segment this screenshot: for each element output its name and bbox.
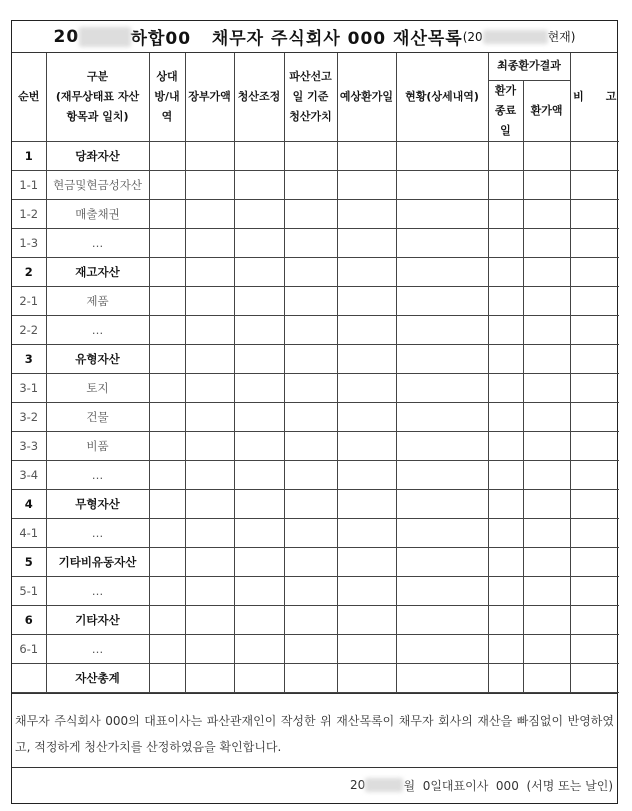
cell-completion-date[interactable]: [488, 518, 523, 547]
cell-completion-date[interactable]: [488, 431, 523, 460]
redacted-sign-date: [365, 778, 403, 792]
row-no: 6-1: [12, 634, 46, 663]
cell-book-value[interactable]: [185, 315, 234, 344]
cell-expected-date[interactable]: [337, 344, 396, 373]
cell-counterparty[interactable]: [149, 460, 185, 489]
cell-expected-date[interactable]: [337, 373, 396, 402]
cell-completion-date[interactable]: [488, 257, 523, 286]
cell-amount[interactable]: [523, 315, 570, 344]
cell-counterparty[interactable]: [149, 286, 185, 315]
cell-expected-date[interactable]: [337, 141, 396, 170]
cell-book-value[interactable]: [185, 431, 234, 460]
cell-completion-date[interactable]: [488, 228, 523, 257]
row-no: 5: [12, 547, 46, 576]
cell-liquidation-adjustment[interactable]: [234, 402, 284, 431]
row-category: 재고자산: [46, 257, 149, 286]
row-category: 당좌자산: [46, 141, 149, 170]
cell-liquidation-adjustment[interactable]: [234, 663, 284, 692]
row-no: [12, 663, 46, 692]
table-row: [12, 634, 619, 663]
cell-liquidation-adjustment[interactable]: [234, 634, 284, 663]
cell-status[interactable]: [396, 605, 488, 634]
cell-amount[interactable]: [523, 576, 570, 605]
cell-liquidation-value[interactable]: [284, 460, 337, 489]
cell-liquidation-value[interactable]: [284, 228, 337, 257]
cell-status[interactable]: [396, 518, 488, 547]
row-category: …: [46, 634, 149, 663]
row-category: 현금및현금성자산: [46, 170, 149, 199]
cell-amount[interactable]: [523, 402, 570, 431]
cell-liquidation-value[interactable]: [284, 576, 337, 605]
cell-completion-date[interactable]: [488, 170, 523, 199]
cell-book-value[interactable]: [185, 605, 234, 634]
table-row: [12, 402, 619, 431]
row-no: 4-1: [12, 518, 46, 547]
cell-book-value[interactable]: [185, 199, 234, 228]
cell-counterparty[interactable]: [149, 199, 185, 228]
cell-expected-date[interactable]: [337, 576, 396, 605]
cell-remarks[interactable]: [570, 402, 619, 431]
cell-amount[interactable]: [523, 518, 570, 547]
cell-counterparty[interactable]: [149, 315, 185, 344]
cell-counterparty[interactable]: [149, 576, 185, 605]
row-category: …: [46, 228, 149, 257]
cell-liquidation-adjustment[interactable]: [234, 547, 284, 576]
cell-liquidation-adjustment[interactable]: [234, 315, 284, 344]
cell-expected-date[interactable]: [337, 199, 396, 228]
row-category: 기타자산: [46, 605, 149, 634]
cell-expected-date[interactable]: [337, 460, 396, 489]
row-category: 비품: [46, 431, 149, 460]
cell-status[interactable]: [396, 286, 488, 315]
cell-book-value[interactable]: [185, 373, 234, 402]
row-no: 3-3: [12, 431, 46, 460]
cell-completion-date[interactable]: [488, 663, 523, 692]
cell-remarks[interactable]: [570, 315, 619, 344]
cell-book-value[interactable]: [185, 489, 234, 518]
header-amount: 환가액: [523, 80, 570, 141]
cell-liquidation-adjustment[interactable]: [234, 228, 284, 257]
cell-amount[interactable]: [523, 605, 570, 634]
cell-counterparty[interactable]: [149, 402, 185, 431]
cell-remarks[interactable]: [570, 634, 619, 663]
table-section-row: [12, 141, 619, 170]
cell-completion-date[interactable]: [488, 605, 523, 634]
cell-status[interactable]: [396, 257, 488, 286]
cell-liquidation-adjustment[interactable]: [234, 257, 284, 286]
cell-liquidation-value[interactable]: [284, 402, 337, 431]
row-no: 1: [12, 141, 46, 170]
table-row: [12, 460, 619, 489]
cell-liquidation-value[interactable]: [284, 286, 337, 315]
cell-amount[interactable]: [523, 663, 570, 692]
cell-liquidation-value[interactable]: [284, 199, 337, 228]
cell-book-value[interactable]: [185, 257, 234, 286]
table-row: [12, 431, 619, 460]
cell-liquidation-adjustment[interactable]: [234, 576, 284, 605]
cell-book-value[interactable]: [185, 547, 234, 576]
redacted-year: [79, 27, 130, 47]
cell-status[interactable]: [396, 141, 488, 170]
cell-expected-date[interactable]: [337, 547, 396, 576]
cell-book-value[interactable]: [185, 141, 234, 170]
cell-amount[interactable]: [523, 170, 570, 199]
row-category: 토지: [46, 373, 149, 402]
confirmation-statement: 채무자 주식회사 000의 대표이사는 파산관재인이 작성한 위 재산목록이 채무자 회사의 재산을 빠짐없이 반영하였고, 적정하게 청산가치를 산정하였음을 확인합니다.: [12, 693, 617, 767]
cell-liquidation-value[interactable]: [284, 373, 337, 402]
cell-status[interactable]: [396, 634, 488, 663]
cell-remarks[interactable]: [570, 547, 619, 576]
cell-remarks[interactable]: [570, 257, 619, 286]
cell-counterparty[interactable]: [149, 344, 185, 373]
cell-liquidation-value[interactable]: [284, 257, 337, 286]
row-category: 자산총계: [46, 663, 149, 692]
row-category: 기타비유동자산: [46, 547, 149, 576]
table-section-row: [12, 344, 619, 373]
cell-amount[interactable]: [523, 547, 570, 576]
table-row: [12, 286, 619, 315]
cell-liquidation-adjustment[interactable]: [234, 518, 284, 547]
cell-status[interactable]: [396, 663, 488, 692]
cell-book-value[interactable]: [185, 170, 234, 199]
cell-liquidation-value[interactable]: [284, 605, 337, 634]
row-category: …: [46, 576, 149, 605]
cell-book-value[interactable]: [185, 634, 234, 663]
cell-liquidation-adjustment[interactable]: [234, 460, 284, 489]
header-book-value: 장부가액: [185, 53, 234, 141]
cell-remarks[interactable]: [570, 489, 619, 518]
cell-expected-date[interactable]: [337, 315, 396, 344]
cell-liquidation-value[interactable]: [284, 344, 337, 373]
row-no: 2: [12, 257, 46, 286]
cell-book-value[interactable]: [185, 286, 234, 315]
cell-remarks[interactable]: [570, 141, 619, 170]
row-category: 매출채권: [46, 199, 149, 228]
cell-counterparty[interactable]: [149, 605, 185, 634]
row-no: 1-1: [12, 170, 46, 199]
cell-completion-date[interactable]: [488, 141, 523, 170]
cell-expected-date[interactable]: [337, 286, 396, 315]
header-liquidation-adjustment: 청산조정: [234, 53, 284, 141]
row-no: 3-4: [12, 460, 46, 489]
cell-counterparty[interactable]: [149, 489, 185, 518]
redacted-date: [483, 30, 548, 44]
table-section-row: [12, 547, 619, 576]
cell-liquidation-adjustment[interactable]: [234, 431, 284, 460]
signature-line: 20 월 0일 대표이사 000 (서명 또는 날인): [12, 767, 617, 803]
cell-liquidation-adjustment[interactable]: [234, 489, 284, 518]
table-row: [12, 373, 619, 402]
row-category: 유형자산: [46, 344, 149, 373]
cell-liquidation-value[interactable]: [284, 518, 337, 547]
row-no: 2-1: [12, 286, 46, 315]
cell-counterparty[interactable]: [149, 518, 185, 547]
row-category: …: [46, 518, 149, 547]
signer: 대표이사 000 (서명 또는 날인): [441, 778, 613, 793]
cell-amount[interactable]: [523, 373, 570, 402]
cell-counterparty[interactable]: [149, 547, 185, 576]
cell-liquidation-adjustment[interactable]: [234, 199, 284, 228]
cell-status[interactable]: [396, 547, 488, 576]
cell-status[interactable]: [396, 489, 488, 518]
header-category: 구분 (재무상태표 자산 항목과 일치): [46, 53, 149, 141]
header-status: 현황(상세내역): [396, 53, 488, 141]
cell-expected-date[interactable]: [337, 663, 396, 692]
cell-completion-date[interactable]: [488, 634, 523, 663]
header-completion-date: 환가종료일: [488, 80, 523, 141]
header-final-result: 최종환가결과: [488, 53, 570, 80]
cell-status[interactable]: [396, 460, 488, 489]
cell-expected-date[interactable]: [337, 402, 396, 431]
cell-amount[interactable]: [523, 431, 570, 460]
case-number: 하합00: [130, 29, 192, 49]
row-no: 1-3: [12, 228, 46, 257]
cell-completion-date[interactable]: [488, 576, 523, 605]
cell-liquidation-adjustment[interactable]: [234, 286, 284, 315]
cell-counterparty[interactable]: [149, 634, 185, 663]
cell-expected-date[interactable]: [337, 634, 396, 663]
cell-book-value[interactable]: [185, 344, 234, 373]
cell-liquidation-adjustment[interactable]: [234, 170, 284, 199]
cell-remarks[interactable]: [570, 663, 619, 692]
cell-expected-date[interactable]: [337, 431, 396, 460]
cell-liquidation-value[interactable]: [284, 489, 337, 518]
cell-liquidation-value[interactable]: [284, 634, 337, 663]
cell-remarks[interactable]: [570, 228, 619, 257]
cell-remarks[interactable]: [570, 460, 619, 489]
cell-counterparty[interactable]: [149, 257, 185, 286]
cell-remarks[interactable]: [570, 199, 619, 228]
row-no: 2-2: [12, 315, 46, 344]
table-row: [12, 518, 619, 547]
cell-counterparty[interactable]: [149, 663, 185, 692]
cell-status[interactable]: [396, 431, 488, 460]
cell-book-value[interactable]: [185, 228, 234, 257]
row-no: 1-2: [12, 199, 46, 228]
cell-amount[interactable]: [523, 141, 570, 170]
table-row: [12, 315, 619, 344]
header-no: 순번: [12, 53, 46, 141]
cell-completion-date[interactable]: [488, 199, 523, 228]
row-no: 5-1: [12, 576, 46, 605]
cell-liquidation-adjustment[interactable]: [234, 344, 284, 373]
row-no: 3-2: [12, 402, 46, 431]
cell-counterparty[interactable]: [149, 373, 185, 402]
cell-liquidation-value[interactable]: [284, 663, 337, 692]
cell-status[interactable]: [396, 315, 488, 344]
cell-liquidation-value[interactable]: [284, 431, 337, 460]
table-section-row: [12, 489, 619, 518]
header-remarks: 비 고: [570, 53, 619, 141]
cell-amount[interactable]: [523, 344, 570, 373]
cell-liquidation-adjustment[interactable]: [234, 605, 284, 634]
cell-status[interactable]: [396, 344, 488, 373]
row-category: 건물: [46, 402, 149, 431]
cell-remarks[interactable]: [570, 518, 619, 547]
cell-amount[interactable]: [523, 199, 570, 228]
cell-remarks[interactable]: [570, 605, 619, 634]
page-title: [12, 21, 617, 53]
cell-status[interactable]: [396, 170, 488, 199]
cell-counterparty[interactable]: [149, 228, 185, 257]
row-no: 3: [12, 344, 46, 373]
cell-counterparty[interactable]: [149, 431, 185, 460]
cell-counterparty[interactable]: [149, 141, 185, 170]
cell-completion-date[interactable]: [488, 344, 523, 373]
cell-completion-date[interactable]: [488, 547, 523, 576]
cell-expected-date[interactable]: [337, 489, 396, 518]
cell-counterparty[interactable]: [149, 170, 185, 199]
cell-completion-date[interactable]: [488, 315, 523, 344]
cell-amount[interactable]: [523, 460, 570, 489]
header-liquidation-value: 파산선고일 기준 청산가치: [284, 53, 337, 141]
cell-status[interactable]: [396, 402, 488, 431]
row-category: …: [46, 315, 149, 344]
header-counterparty: 상대방/내역: [149, 53, 185, 141]
cell-liquidation-value[interactable]: [284, 141, 337, 170]
title-main: 채무자 주식회사 000 재산목록: [211, 29, 463, 49]
cell-book-value[interactable]: [185, 663, 234, 692]
asset-list-form: [11, 20, 618, 804]
header-expected-date: 예상환가일: [337, 53, 396, 141]
cell-completion-date[interactable]: [488, 286, 523, 315]
cell-remarks[interactable]: [570, 344, 619, 373]
cell-remarks[interactable]: [570, 373, 619, 402]
cell-amount[interactable]: [523, 634, 570, 663]
cell-remarks[interactable]: [570, 431, 619, 460]
row-no: 6: [12, 605, 46, 634]
cell-remarks[interactable]: [570, 286, 619, 315]
cell-liquidation-adjustment[interactable]: [234, 373, 284, 402]
table-row: [12, 228, 619, 257]
cell-status[interactable]: [396, 199, 488, 228]
cell-book-value[interactable]: [185, 460, 234, 489]
cell-remarks[interactable]: [570, 170, 619, 199]
table-row: [12, 199, 619, 228]
cell-status[interactable]: [396, 576, 488, 605]
cell-status[interactable]: [396, 228, 488, 257]
cell-completion-date[interactable]: [488, 460, 523, 489]
cell-amount[interactable]: [523, 257, 570, 286]
cell-expected-date[interactable]: [337, 518, 396, 547]
row-category: 제품: [46, 286, 149, 315]
cell-liquidation-adjustment[interactable]: [234, 141, 284, 170]
table-row: [12, 170, 619, 199]
cell-expected-date[interactable]: [337, 170, 396, 199]
cell-expected-date[interactable]: [337, 605, 396, 634]
table-section-row: [12, 605, 619, 634]
cell-book-value[interactable]: [185, 576, 234, 605]
cell-liquidation-value[interactable]: [284, 170, 337, 199]
cell-book-value[interactable]: [185, 402, 234, 431]
title-date: (20 현재): [462, 30, 576, 44]
table-row: [12, 576, 619, 605]
cell-liquidation-value[interactable]: [284, 547, 337, 576]
row-no: 4: [12, 489, 46, 518]
cell-remarks[interactable]: [570, 576, 619, 605]
cell-expected-date[interactable]: [337, 228, 396, 257]
table-section-row: [12, 257, 619, 286]
cell-completion-date[interactable]: [488, 373, 523, 402]
cell-amount[interactable]: [523, 489, 570, 518]
asset-table: [12, 53, 619, 693]
cell-completion-date[interactable]: [488, 402, 523, 431]
cell-status[interactable]: [396, 373, 488, 402]
cell-book-value[interactable]: [185, 518, 234, 547]
cell-completion-date[interactable]: [488, 489, 523, 518]
cell-expected-date[interactable]: [337, 257, 396, 286]
table-section-row: [12, 663, 619, 692]
row-no: 3-1: [12, 373, 46, 402]
row-category: 무형자산: [46, 489, 149, 518]
cell-amount[interactable]: [523, 228, 570, 257]
cell-amount[interactable]: [523, 286, 570, 315]
row-category: …: [46, 460, 149, 489]
cell-liquidation-value[interactable]: [284, 315, 337, 344]
title-year-prefix: 20: [53, 26, 80, 47]
